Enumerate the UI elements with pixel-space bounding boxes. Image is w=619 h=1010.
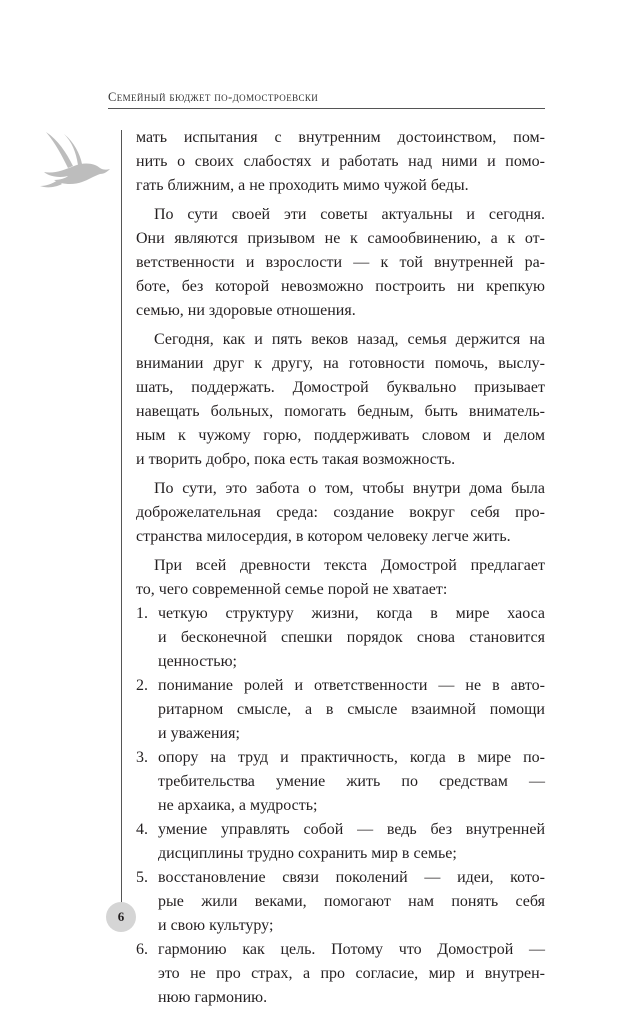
text-line: При всей древности текста Домострой предлагает [154,557,545,574]
list-line: восстановление связи поколений — идеи, кото- [158,869,545,886]
list-item [136,938,545,1010]
text-line: доброжелательная среда: создание вокруг себя про- [136,504,545,521]
text-line: навещать больных, помогать бедным, быть вниматель- [136,403,545,420]
list-line: не архаика, а мудрость; [158,797,318,814]
text-line: По сути, это забота о том, чтобы внутри дома была [154,480,545,497]
paragraph-1 [136,126,545,198]
paragraph-2 [136,203,545,323]
margin-rule [121,130,122,908]
paragraph-5 [136,554,545,602]
list-item [136,674,545,746]
text-line: внимании друг к другу, на готовности помочь, выслу- [136,355,545,372]
page-number: 6 [106,902,136,932]
text-line: ветственности и взрослости — к той внутренней ра- [136,254,545,271]
list-number: 3. [136,749,148,766]
text-line: гать ближним, а не проходить мимо чужой беды. [136,177,469,194]
text-line: семью, ни здоровые отношения. [136,302,356,319]
list-item [136,866,545,938]
list-line: и свою культуру; [158,917,274,934]
list-number: 6. [136,941,148,958]
text-line: ным к чужому горю, поддерживать словом и делом [136,427,545,444]
dove-icon [40,130,114,192]
list-line: нюю гармонию. [158,989,268,1006]
paragraph-3 [136,328,545,472]
list-line: и уважения; [158,725,240,742]
list-line: гармонию как цель. Потому что Домострой — [158,941,545,958]
running-title: Семейный бюджет по-домостроевски [108,90,319,104]
list-number: 4. [136,821,148,838]
header-rule [108,108,545,109]
text-line: По сути своей эти советы актуальны и сегодня. [154,206,545,223]
list-item [136,818,545,866]
list-line: четкую структуру жизни, когда в мире хаоса [158,605,545,622]
numbered-list [136,602,545,1010]
list-line: требительства умение жить по средствам — [158,773,545,790]
text-line: и творить добро, пока есть такая возможность. [136,451,456,468]
list-line: рые жили веками, помогают нам понять себя [158,893,545,910]
text-line: шать, поддержать. Домострой буквально призывает [136,379,545,396]
text-line: нить о своих слабостях и работать над ними и помо- [136,153,545,170]
list-number: 5. [136,869,148,886]
text-line: боте, без которой невозможно построить ни крепкую [136,278,545,295]
list-line: понимание ролей и ответственности — не в авто- [158,677,545,694]
text-line: Сегодня, как и пять веков назад, семья держится на [154,331,545,348]
text-line: странства милосердия, в котором человеку легче жить. [136,528,511,545]
list-line: ценностью; [158,653,237,670]
list-item [136,602,545,674]
list-number: 2. [136,677,148,694]
list-line: умение управлять собой — ведь без внутренней [158,821,545,838]
list-number: 1. [136,605,148,622]
list-item [136,746,545,818]
text-line: мать испытания с внутренним достоинством, пом- [136,129,545,146]
list-line: ритарном смысле, а в смысле взаимной помощи [158,701,545,718]
list-line: опору на труд и практичность, когда в мире по- [158,749,545,766]
paragraph-4 [136,477,545,549]
body-text [136,126,545,1010]
text-line: то, чего современной семье порой не хватает: [136,581,448,598]
list-line: и бесконечной спешки порядок снова становится [158,629,545,646]
text-line: Они являются призывом не к самообвинению, а к от- [136,230,545,247]
list-line: это не про страх, а про согласие, мир и внутрен- [158,965,545,982]
list-line: дисциплины трудно сохранить мир в семье; [158,845,457,862]
